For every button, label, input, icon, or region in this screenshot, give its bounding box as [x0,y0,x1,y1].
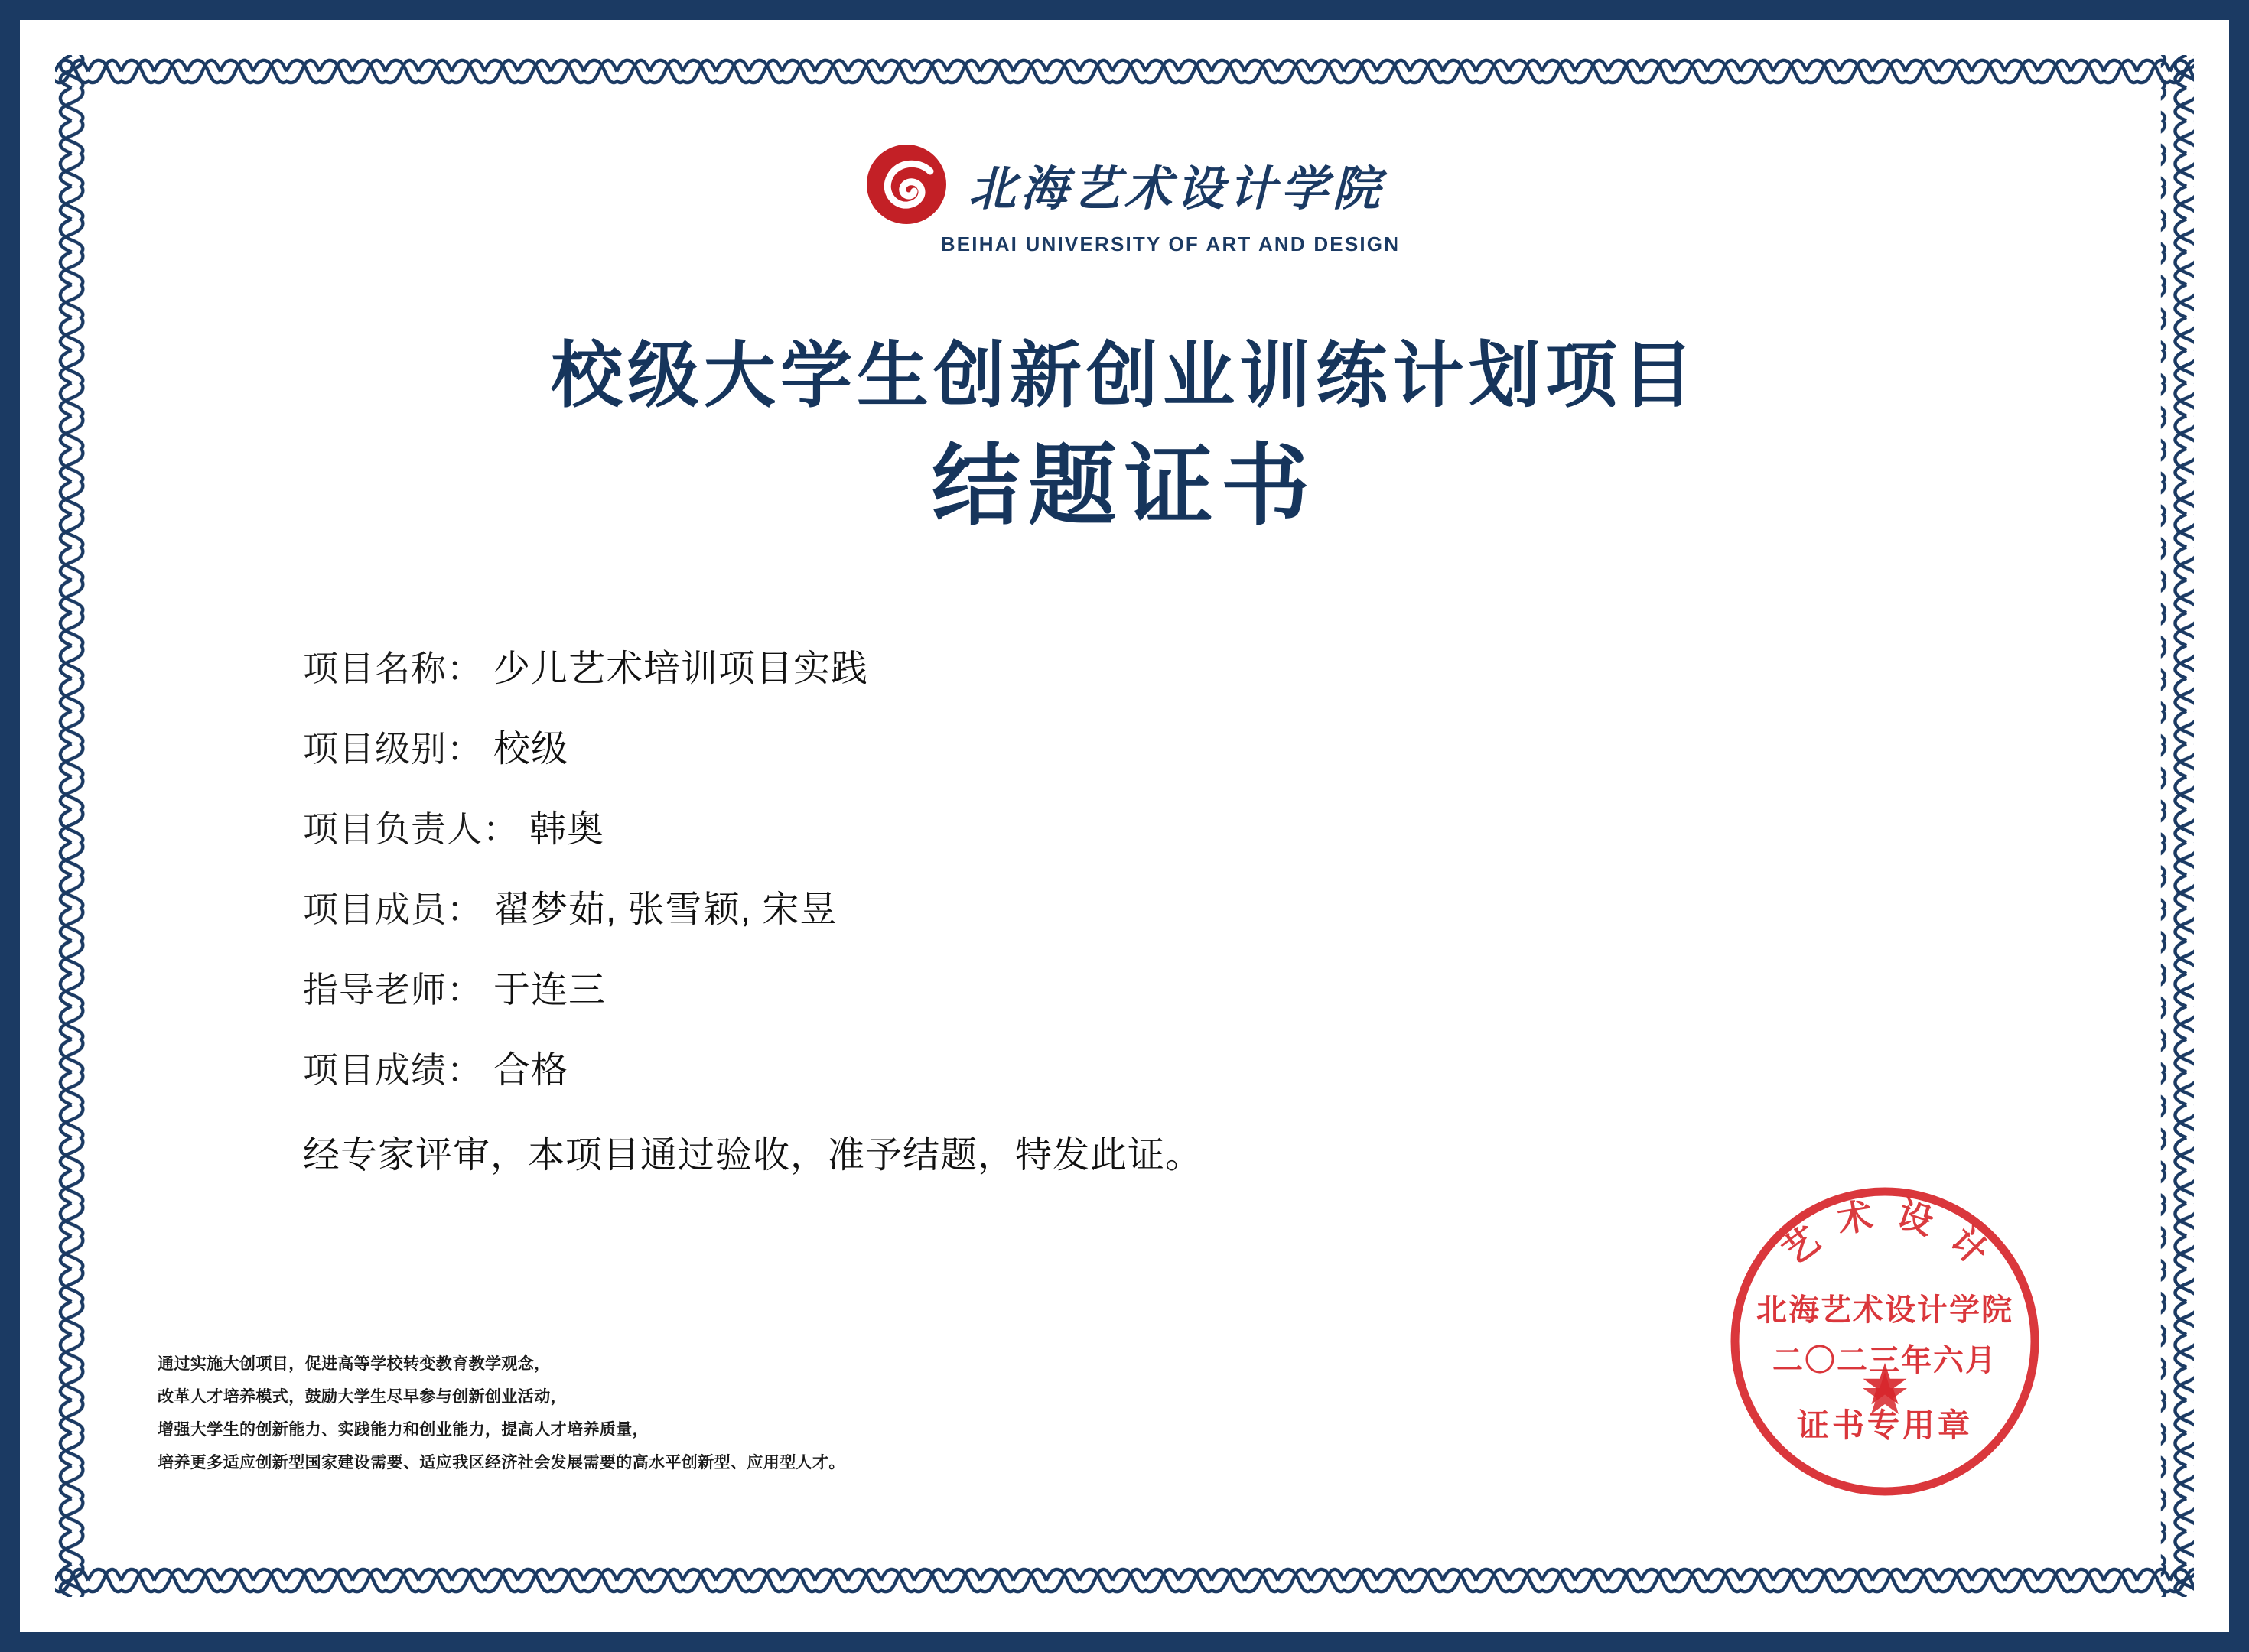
field-label: 项目名称： [303,648,483,688]
institution-name-en: BEIHAI UNIVERSITY OF ART AND DESIGN [940,233,1401,255]
field-value: 韩奥 [529,808,605,850]
field-row-advisor [303,960,2137,1013]
field-label: 项目成员： [303,889,483,929]
svg-text:二〇二三年六月: 二〇二三年六月 [1772,1342,1997,1378]
field-row-project-members [303,880,2137,932]
field-value: 少儿艺术培训项目实践 [493,648,869,689]
footnote-line: 培养更多适应创新型国家建设需要、适应我区经济社会发展需要的高水平创新型、应用型人才。 [158,1452,845,1472]
svg-text:北海艺术设计学院: 北海艺术设计学院 [1756,1292,2013,1328]
svg-text:艺术设计: 艺术设计 [1774,1191,2010,1288]
institution-logo-block [112,142,2137,256]
field-row-project-leader [303,799,2137,852]
field-value: 于连三 [493,969,607,1010]
certificate-title-line1: 校级大学生创新创业训练计划项目 [550,333,1698,418]
field-value: 翟梦茹, 张雪颖, 宋昱 [493,889,838,930]
field-row-project-name [303,639,2137,691]
institution-name-cn: 北海艺术设计学院 [968,160,1385,216]
field-label: 项目负责人： [303,808,519,849]
footnote-block [158,1348,845,1479]
field-value: 合格 [493,1049,569,1091]
field-value: 校级 [493,728,569,769]
footnote-line: 改革人才培养模式，鼓励大学生尽早参与创新创业活动， [158,1387,567,1406]
field-label: 项目成绩： [303,1049,483,1090]
footnote-line: 通过实施大创项目，促进高等学校转变教育教学观念， [158,1354,551,1373]
field-row-project-level [303,719,2137,772]
official-red-stamp-icon [1724,1181,2046,1502]
field-label: 项目级别： [303,728,483,769]
certificate-content [112,104,2137,1548]
svg-text:证书专用章: 证书专用章 [1796,1406,1974,1444]
field-row-project-grade [303,1040,2137,1093]
certificate-title-line2: 结题证书 [932,433,1317,538]
field-label: 指导老师： [303,969,483,1010]
spiral-wave-logo-icon [864,142,949,226]
footnote-line: 增强大学生的创新能力、实践能力和创业能力，提高人才培养质量， [158,1419,649,1439]
certificate-statement: 经专家评审，本项目通过验收，准予结题，特发此证。 [303,1134,1203,1176]
certificate-fields [303,639,2137,1178]
